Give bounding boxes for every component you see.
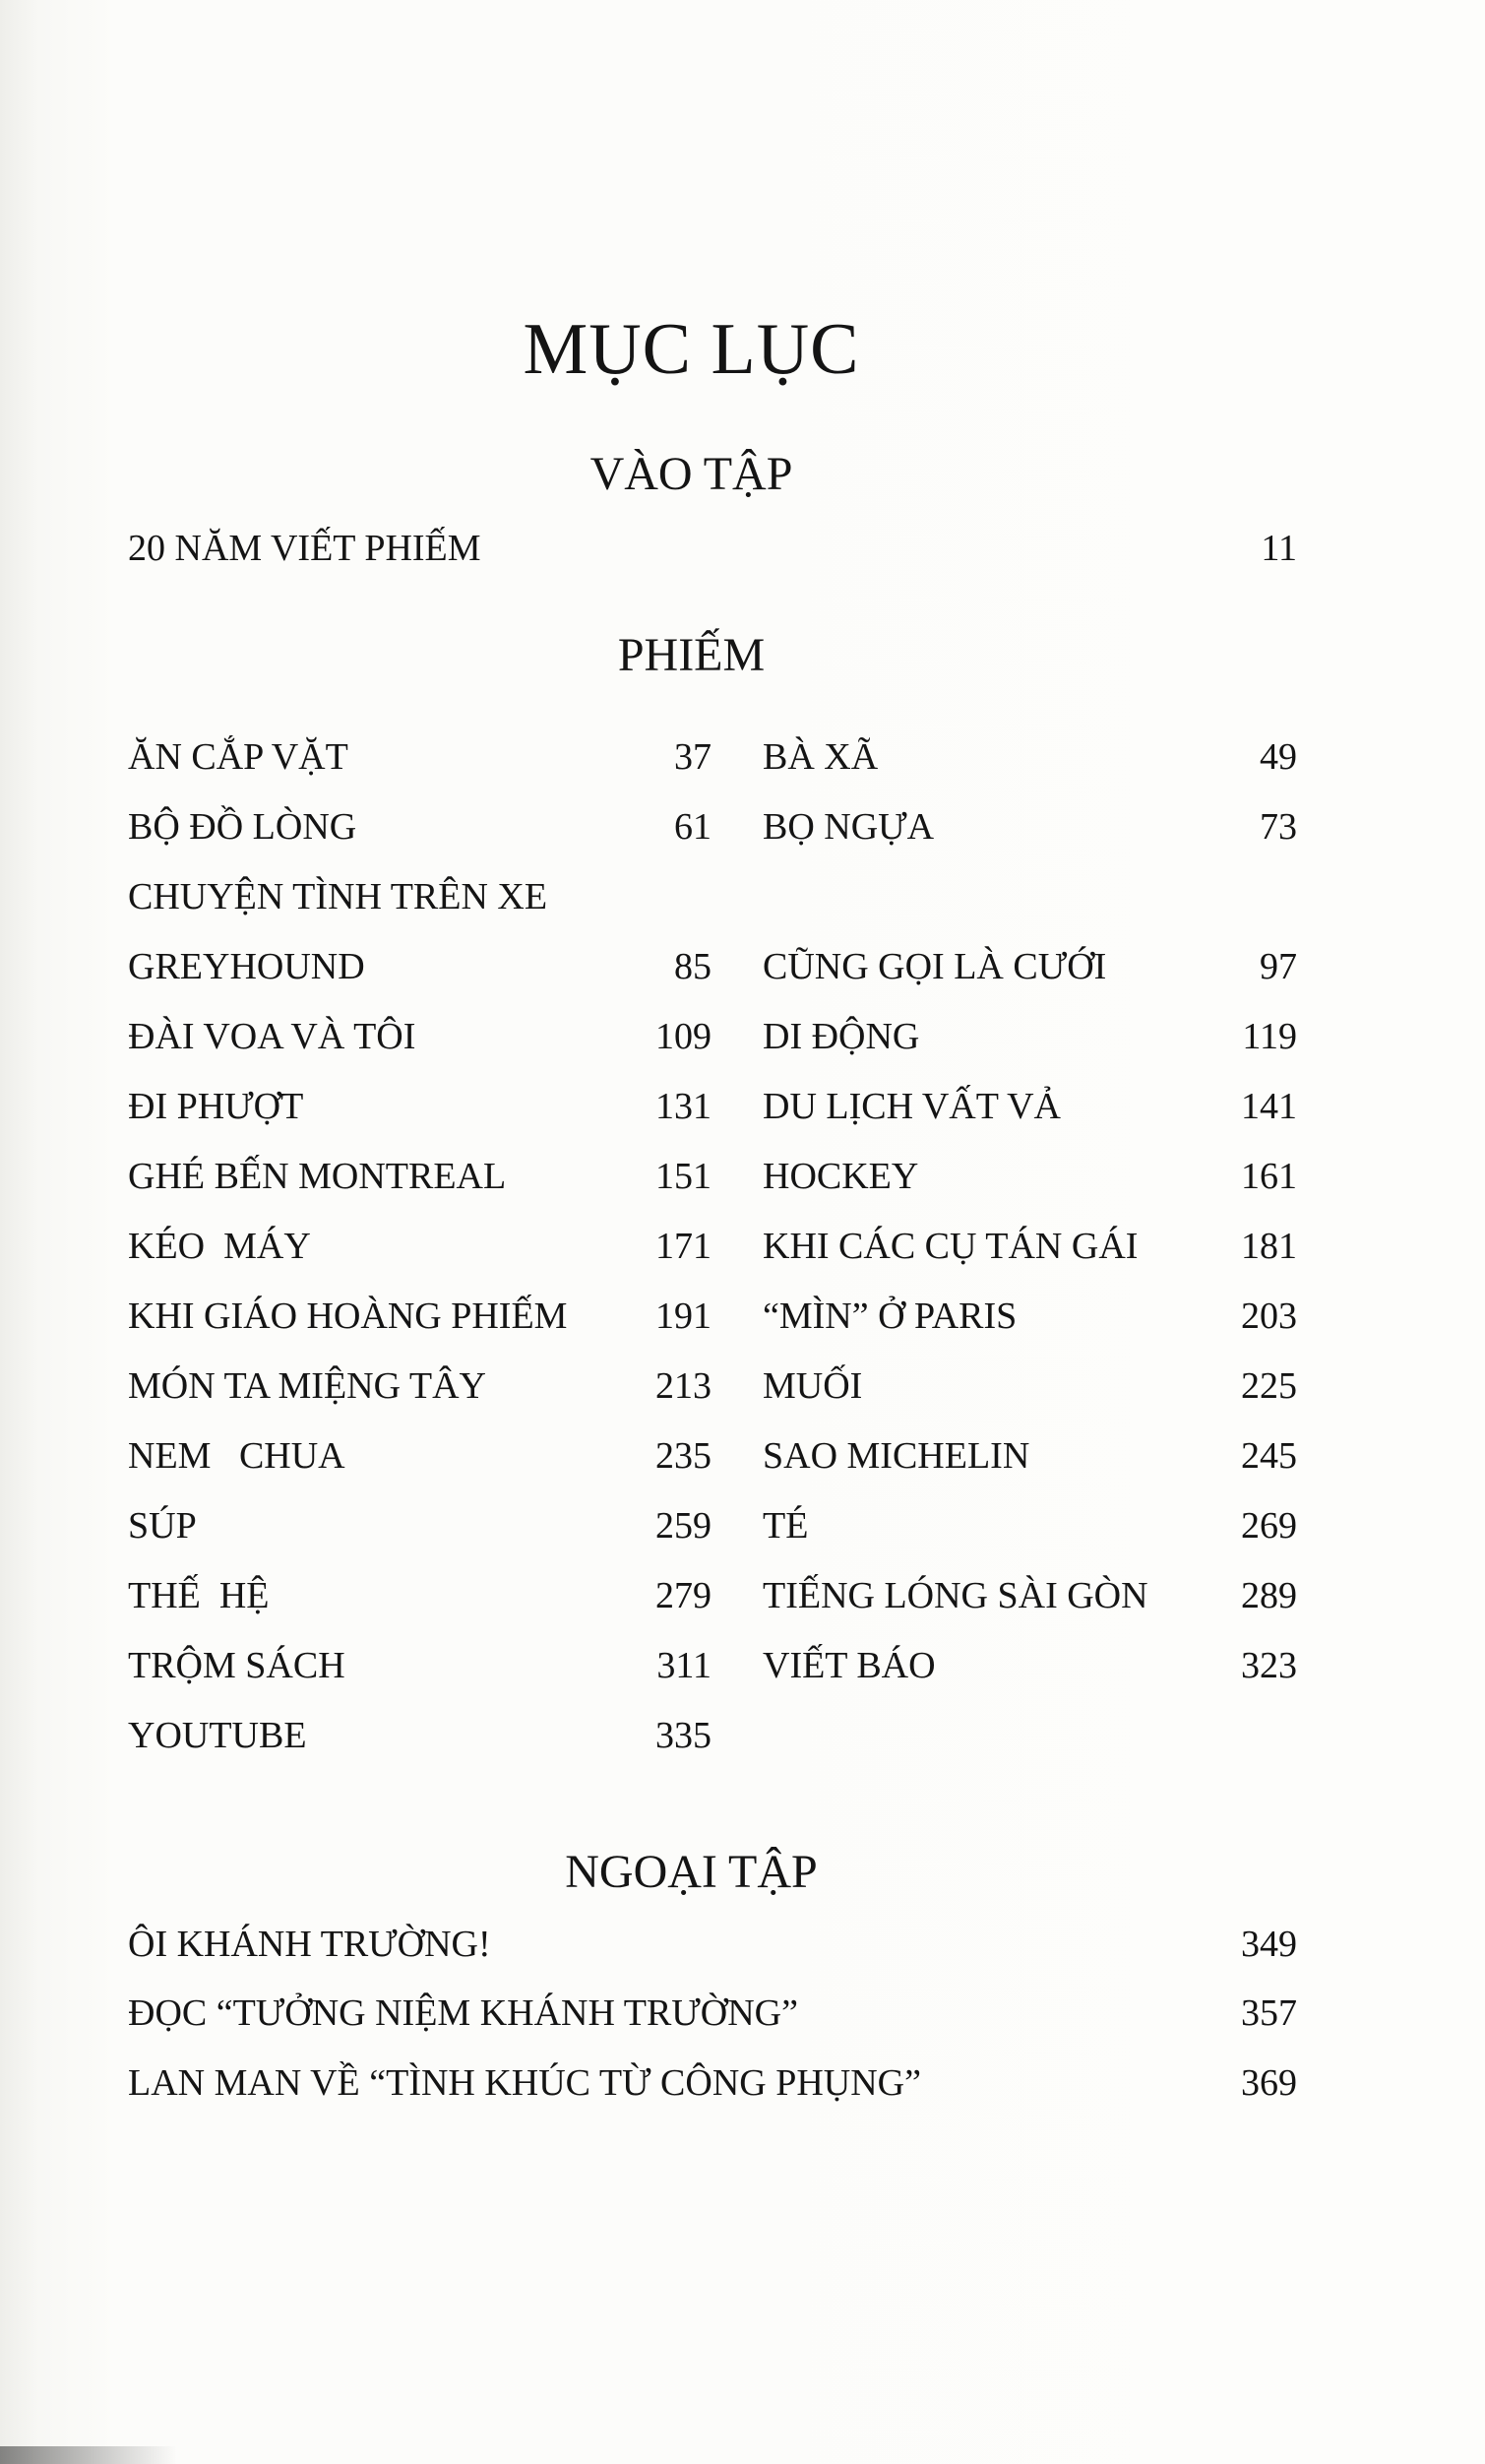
toc-entry[interactable] (128, 738, 712, 776)
toc-entry[interactable] (128, 1717, 712, 1754)
toc-entry-title: MUỐI (763, 1365, 863, 1407)
toc-entry-title: CHUYỆN TÌNH TRÊN XE (128, 876, 548, 917)
toc-entry-title: TRỘM SÁCH (128, 1645, 345, 1686)
toc-entry-page: 161 (1241, 1156, 1297, 1197)
toc-entry-title: MÓN TA MIỆNG TÂY (128, 1365, 486, 1407)
toc-entry[interactable] (128, 1437, 712, 1475)
toc-entry[interactable] (128, 2064, 1297, 2102)
toc-entry[interactable] (128, 1158, 712, 1195)
toc-entry-title: “MÌN” Ở PARIS (763, 1295, 1018, 1337)
toc-entry-title: BÀ XÃ (763, 736, 879, 778)
toc-entry[interactable] (763, 1158, 1297, 1195)
toc-entry[interactable] (128, 1647, 712, 1684)
toc-entry-page: 245 (1241, 1435, 1297, 1477)
toc-entry[interactable] (128, 1507, 712, 1545)
toc-entry-page: 335 (655, 1715, 712, 1756)
toc-entry-page: 171 (655, 1226, 712, 1267)
toc-entry[interactable] (763, 808, 1297, 846)
toc-entry[interactable] (763, 1018, 1297, 1055)
toc-entry-page: 235 (655, 1435, 712, 1477)
toc-entry-page: 203 (1241, 1295, 1297, 1337)
toc-entry-title: LAN MAN VỀ “TÌNH KHÚC TỪ CÔNG PHỤNG” (128, 2062, 921, 2104)
toc-entry-page: 61 (674, 806, 712, 848)
toc-entry-page: 311 (656, 1645, 712, 1686)
toc-entry[interactable] (763, 1437, 1297, 1475)
toc-entry[interactable] (763, 948, 1297, 985)
toc-entry[interactable] (128, 1926, 1297, 1963)
toc-entry-title: TIẾNG LÓNG SÀI GÒN (763, 1575, 1148, 1616)
toc-entry-page: 109 (655, 1016, 712, 1057)
toc-entry[interactable] (763, 1228, 1297, 1265)
toc-entry-title: ĐÀI VOA VÀ TÔI (128, 1016, 416, 1057)
toc-entry-page: 213 (655, 1365, 712, 1407)
toc-entry-page: 191 (655, 1295, 712, 1337)
toc-entry-title: DI ĐỘNG (763, 1016, 920, 1057)
page-title: MỤC LỤC (523, 309, 860, 390)
toc-entry-page: 11 (1261, 528, 1297, 569)
toc-entry[interactable] (763, 1577, 1297, 1614)
toc-entry[interactable] (128, 1367, 712, 1405)
toc-entry-page: 269 (1241, 1505, 1297, 1547)
toc-entry-page: 279 (655, 1575, 712, 1616)
toc-entry-page: 49 (1260, 736, 1297, 778)
toc-entry[interactable] (128, 948, 712, 985)
toc-entry-page: 131 (655, 1086, 712, 1127)
toc-entry[interactable] (763, 1297, 1297, 1335)
toc-entry[interactable] (763, 1507, 1297, 1545)
toc-entry[interactable] (128, 1228, 712, 1265)
toc-entry-page: 97 (1260, 946, 1297, 987)
toc-entry-title: KÉO MÁY (128, 1226, 311, 1267)
toc-entry-page: 357 (1241, 1992, 1297, 2034)
toc-entry-title: 20 NĂM VIẾT PHIẾM (128, 528, 481, 569)
toc-entry[interactable] (128, 1088, 712, 1125)
toc-entry[interactable] (763, 738, 1297, 776)
toc-entry-page: 141 (1241, 1086, 1297, 1127)
toc-entry[interactable] (763, 1647, 1297, 1684)
toc-entry-page: 85 (674, 946, 712, 987)
toc-entry-title: ĐỌC “TƯỞNG NIỆM KHÁNH TRƯỜNG” (128, 1992, 798, 2034)
toc-entry-title: SÚP (128, 1505, 197, 1547)
toc-entry-title: BỘ ĐỒ LÒNG (128, 806, 357, 848)
toc-entry-title: SAO MICHELIN (763, 1435, 1030, 1477)
toc-entry-title: YOUTUBE (128, 1715, 307, 1756)
toc-entry-title: VIẾT BÁO (763, 1645, 936, 1686)
toc-entry-title: ĂN CẮP VẶT (128, 736, 348, 778)
toc-entry-title: KHI CÁC CỤ TÁN GÁI (763, 1226, 1139, 1267)
toc-entry-page: 349 (1241, 1924, 1297, 1965)
toc-entry[interactable] (128, 878, 712, 916)
toc-entry-title: ÔI KHÁNH TRƯỜNG! (128, 1924, 491, 1965)
section-heading-vao-tap: VÀO TẬP (589, 448, 793, 500)
toc-entry-title: BỌ NGỰA (763, 806, 935, 848)
toc-entry[interactable] (128, 530, 1297, 567)
toc-entry-title: DU LỊCH VẤT VẢ (763, 1086, 1061, 1127)
toc-entry-title: HOCKEY (763, 1156, 919, 1197)
toc-entry-page: 73 (1260, 806, 1297, 848)
toc-entry-title: TÉ (763, 1505, 809, 1547)
toc-entry-page: 369 (1241, 2062, 1297, 2104)
toc-entry-page: 225 (1241, 1365, 1297, 1407)
toc-entry-title: GREYHOUND (128, 946, 365, 987)
toc-entry-title: CŨNG GỌI LÀ CƯỚI (763, 946, 1107, 987)
toc-entry[interactable] (763, 1088, 1297, 1125)
toc-entry-page: 119 (1242, 1016, 1297, 1057)
toc-entry[interactable] (128, 1994, 1297, 2032)
toc-entry[interactable] (128, 1577, 712, 1614)
toc-entry[interactable] (128, 808, 712, 846)
toc-entry-page: 37 (674, 736, 712, 778)
toc-entry[interactable] (128, 1018, 712, 1055)
toc-entry-page: 259 (655, 1505, 712, 1547)
toc-entry-title: KHI GIÁO HOÀNG PHIẾM (128, 1295, 568, 1337)
section-heading-ngoai-tap: NGOẠI TẬP (565, 1846, 818, 1898)
toc-entry-page: 151 (655, 1156, 712, 1197)
section-heading-phiem: PHIẾM (617, 629, 766, 681)
toc-entry-page: 181 (1241, 1226, 1297, 1267)
toc-entry-title: GHÉ BẾN MONTREAL (128, 1156, 507, 1197)
toc-entry[interactable] (128, 1297, 712, 1335)
toc-entry-page: 289 (1241, 1575, 1297, 1616)
toc-entry-title: THẾ HỆ (128, 1575, 270, 1616)
toc-entry[interactable] (763, 1367, 1297, 1405)
toc-entry-title: ĐI PHƯỢT (128, 1086, 304, 1127)
toc-entry-title: NEM CHUA (128, 1435, 345, 1477)
toc-entry-page: 323 (1241, 1645, 1297, 1686)
